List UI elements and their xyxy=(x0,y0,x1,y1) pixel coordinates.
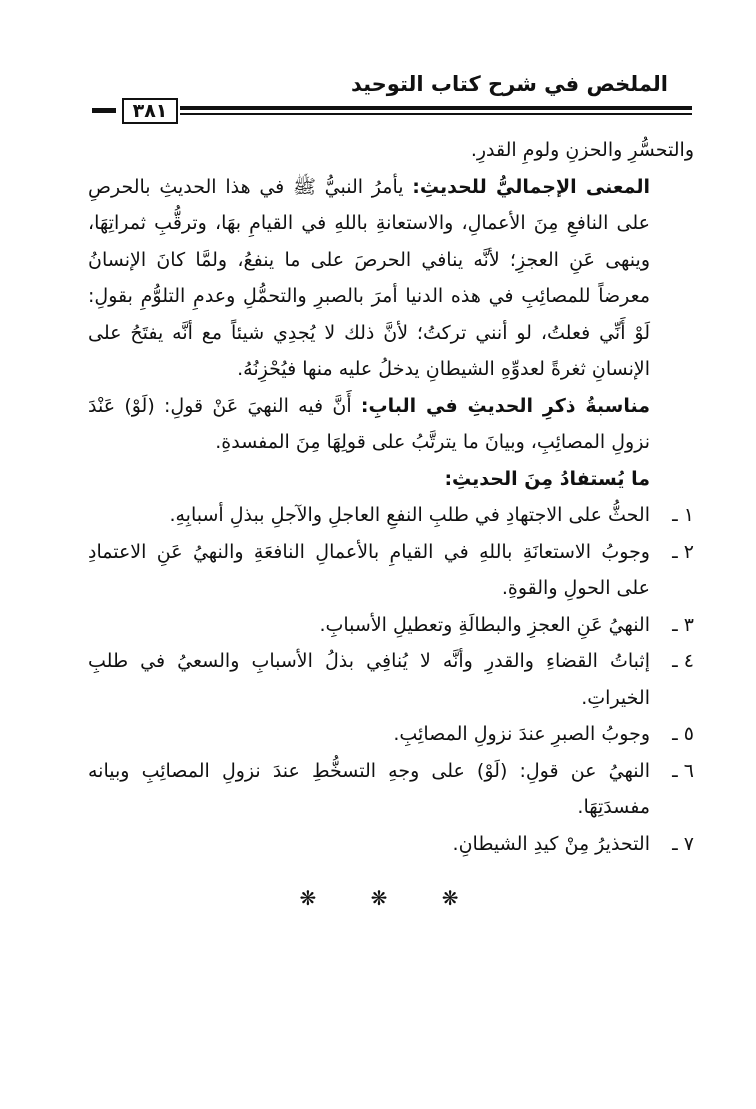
list-item xyxy=(88,497,694,534)
item-text: وجوبُ الاستعانَةِ باللهِ في القيامِ بالأعمالِ النافعَةِ والنهيُ عَنِ الاعتمادِ على الحولِ والقوةِ. xyxy=(88,540,650,599)
running-title: الملخص في شرح كتاب التوحيد xyxy=(350,72,668,96)
page-number: ٣٨١ xyxy=(122,98,178,124)
list-item xyxy=(88,534,694,607)
list-item xyxy=(88,716,694,753)
page-body xyxy=(88,132,694,917)
relevance-text: أَنَّ فيه النهيَ عَنْ قولِ: (لَوْ) عَنْدَ نزولِ المصائِبِ، وبيانَ ما يترتَّبُ على قولِهَا مِنَ المفسدةِ. xyxy=(88,394,650,453)
item-number: ٦ ـ xyxy=(672,759,694,782)
list-item xyxy=(88,607,694,644)
list-item xyxy=(88,753,694,826)
summary-text: يأمرُ النبيُّ ﷺ في هذا الحديثِ بالحرصِ على النافعِ مِنَ الأعمالِ، والاستعانةِ باللهِ في القيامِ بهَا، وترقُّبِ ثمراتِهَا، وينهى عَنِ العجزِ؛ لأنَّه ينافي الحرصَ على ما ينفعُ، ولمَّا كانَ الإنسانُ معرضاً للمصائِبِ في هذه الدنيا أمرَ بالصبرِ والتحمُّلِ وعدمِ التلوُّمِ بقولِ: لَوْ أَنِّي فعلتُ، لو أنني تركتُ؛ لأنَّ ذلك لا يُجدِي شيئاً مع أنَّه يفتَحُ على الإنسانِ ثغرةً لعدوِّهِ الشيطانِ يدخلُ عليه منها فيُحْزِنُهُ. xyxy=(88,175,650,380)
header-dash xyxy=(92,108,116,113)
header-rule-thick xyxy=(180,106,692,110)
relevance-paragraph xyxy=(88,388,694,461)
relevance-heading: مناسبةُ ذكرِ الحديثِ في البابِ: xyxy=(360,394,650,417)
item-number: ٣ ـ xyxy=(672,613,694,636)
summary-heading: المعنى الإجماليُّ للحديثِ: xyxy=(412,175,651,198)
item-number: ٥ ـ xyxy=(672,723,694,745)
item-text: النهيُ عن قولِ: (لَوْ) على وجهِ التسخُّطِ عندَ نزولِ المصائِبِ وبيانه مفسدَتِهَا. xyxy=(88,759,650,818)
header-rule xyxy=(92,98,692,124)
item-text: وجوبُ الصبرِ عندَ نزولِ المصائِبِ. xyxy=(393,723,650,745)
continuation-line: والتحسُّرِ والحزنِ ولومِ القدرِ. xyxy=(470,139,694,161)
list-item xyxy=(88,643,694,716)
list-item xyxy=(88,826,694,863)
item-number: ١ ـ xyxy=(672,504,694,526)
item-number: ٢ ـ xyxy=(672,540,694,563)
benefits-list xyxy=(88,497,694,862)
item-text: الحثُّ على الاجتهادِ في طلبِ النفعِ العاجلِ والآجلِ ببذلِ أسبابِهِ. xyxy=(169,504,650,526)
summary-paragraph xyxy=(88,169,694,388)
header-rule-thin xyxy=(180,113,692,115)
item-text: إثباتُ القضاءِ والقدرِ وأنَّه لا يُنافِي بذلُ الأسبابِ والسعيُ في طلبِ الخيراتِ. xyxy=(88,650,650,709)
benefits-heading: ما يُستفادُ مِنَ الحديثِ: xyxy=(444,467,650,490)
item-text: التحذيرُ مِنْ كيدِ الشيطانِ. xyxy=(452,832,650,855)
item-text: النهيُ عَنِ العجزِ والبطالَةِ وتعطيلِ الأسبابِ. xyxy=(319,613,650,636)
section-separator: ❋ ❋ ❋ xyxy=(299,886,483,910)
item-number: ٤ ـ xyxy=(672,650,694,672)
item-number: ٧ ـ xyxy=(672,832,694,855)
